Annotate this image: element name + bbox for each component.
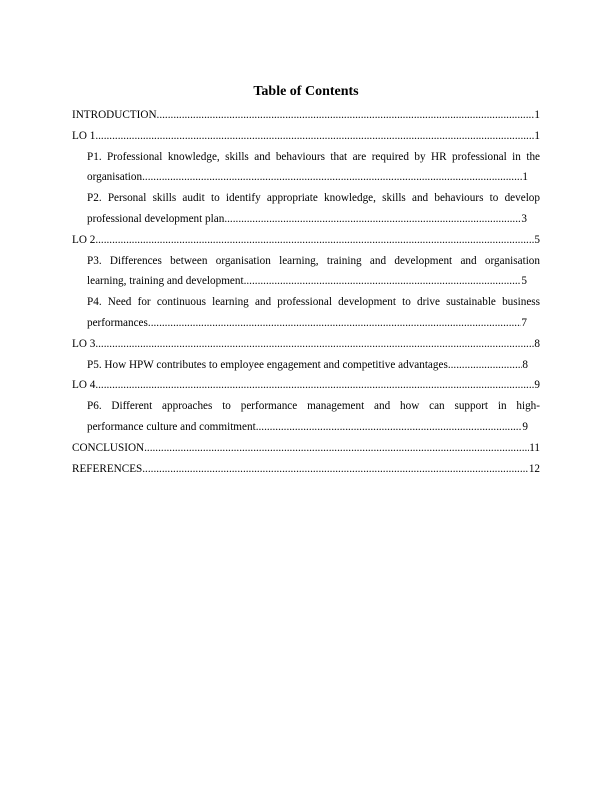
toc-entry-introduction[interactable] xyxy=(72,105,540,126)
dot-leader xyxy=(224,209,521,230)
toc-page-number: 9 xyxy=(522,420,528,433)
toc-entry-lo4[interactable] xyxy=(72,375,540,396)
toc-page-number: 12 xyxy=(528,462,540,475)
document-page xyxy=(72,83,540,479)
toc-entry-label: LO 1 xyxy=(72,129,96,142)
dot-leader xyxy=(144,438,529,459)
toc-entry-conclusion[interactable] xyxy=(72,438,540,459)
toc-entry-label-line-2: performances xyxy=(87,316,148,329)
toc-entry-p3[interactable] xyxy=(72,251,540,293)
dot-leader xyxy=(244,271,522,292)
toc-entry-label-line-2: performance culture and commitment xyxy=(87,420,256,433)
toc-entry-label: LO 4 xyxy=(72,379,96,392)
toc-entry-label-line-1: P4. Need for continuous learning and professional development to drive sustainable business xyxy=(87,296,540,309)
dot-leader xyxy=(142,167,522,188)
toc-page-number: 7 xyxy=(521,316,527,329)
dot-leader xyxy=(95,334,534,355)
toc-entry-label-line-1: P6. Different approaches to performance management and how can support in high- xyxy=(87,400,540,413)
dot-leader xyxy=(95,230,534,251)
toc-entry-p1[interactable] xyxy=(72,147,540,189)
toc-entry-p5[interactable] xyxy=(72,355,540,376)
toc-entry-label: CONCLUSION xyxy=(72,441,145,454)
toc-entry-references[interactable] xyxy=(72,459,540,480)
toc-entry-label-line-2: learning, training and development xyxy=(87,275,244,288)
toc-entry-label-line-2: organisation xyxy=(87,171,143,184)
toc-page-number: 1 xyxy=(522,171,528,184)
toc-entry-p6[interactable] xyxy=(72,396,540,438)
toc-entry-label-line-2: professional development plan xyxy=(87,212,225,225)
toc-entry-label: INTRODUCTION xyxy=(72,109,157,121)
toc-list xyxy=(72,105,540,479)
dot-leader xyxy=(148,313,522,334)
toc-page-number: 5 xyxy=(521,275,527,288)
toc-entry-label-line-1: P1. Professional knowledge, skills and behaviours that are required by HR professional in the xyxy=(87,150,540,163)
toc-page-number: 5 xyxy=(534,233,540,246)
dot-leader xyxy=(157,105,535,126)
toc-entry-label-line-1: P2. Personal skills audit to identify appropriate knowledge, skills and behaviours to develop xyxy=(87,192,540,205)
toc-page-number: 9 xyxy=(534,379,540,392)
toc-page-number: 8 xyxy=(522,358,528,371)
dot-leader xyxy=(448,355,523,376)
toc-page-number: 8 xyxy=(534,337,540,350)
toc-entry-lo3[interactable] xyxy=(72,334,540,355)
toc-entry-p2[interactable] xyxy=(72,188,540,230)
dot-leader xyxy=(95,375,534,396)
toc-entry-label-line-1: P3. Differences between organisation learning, training and development and organisation xyxy=(87,254,540,267)
toc-entry-label: REFERENCES xyxy=(72,462,143,475)
dot-leader xyxy=(95,126,534,147)
toc-entry-lo2[interactable] xyxy=(72,230,540,251)
toc-page-number: 3 xyxy=(521,212,527,225)
toc-entry-p4[interactable] xyxy=(72,292,540,334)
toc-page-number: 1 xyxy=(534,109,540,121)
toc-page-number: 11 xyxy=(529,441,540,454)
toc-page-number: 1 xyxy=(534,129,540,142)
toc-entry-label: LO 3 xyxy=(72,337,96,350)
toc-title: Table of Contents xyxy=(253,84,359,99)
dot-leader xyxy=(142,459,529,480)
dot-leader xyxy=(256,417,523,438)
toc-entry-lo1[interactable] xyxy=(72,126,540,147)
toc-entry-label: P5. How HPW contributes to employee engagement and competitive advantages xyxy=(87,358,448,371)
toc-entry-label: LO 2 xyxy=(72,233,96,246)
